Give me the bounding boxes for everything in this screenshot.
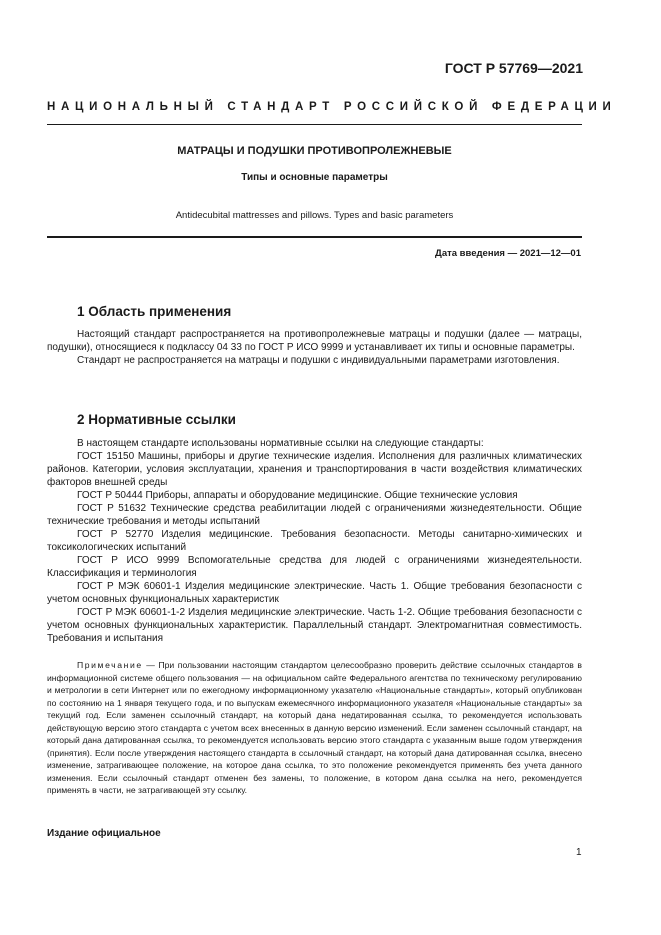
reference-paragraph: В настоящем стандарте использованы нормативные ссылки на следующие стандарты: <box>77 438 484 449</box>
note-label: Примечание <box>77 660 143 670</box>
reference-item: ГОСТ 15150 Машины, приборы и другие технические изделия. Исполнения для различных климатических районов. Категории, условия эксплуатации, хранения и транспортирования в части воздействия климатических факторов внешней среды <box>47 451 582 488</box>
introduction-date: Дата введения — 2021—12—01 <box>435 248 581 259</box>
reference-item: ГОСТ Р МЭК 60601-1 Изделия медицинские электрические. Часть 1. Общие требования безопасности с учетом основных функциональных характеристик <box>47 581 582 605</box>
reference-item: ГОСТ Р ИСО 9999 Вспомогательные средства для людей с ограничениями жизнедеятельности. Классификация и терминология <box>47 555 582 579</box>
gost-number: ГОСТ Р 57769—2021 <box>444 60 583 76</box>
reference-item: ГОСТ Р МЭК 60601-1-2 Изделия медицинские электрические. Часть 1-2. Общие требования безопасности с учетом основных функциональных характеристик. Параллельный стандарт. Электромагнитная совместимость. Требования и испытания <box>47 607 582 644</box>
document-title: МАТРАЦЫ И ПОДУШКИ ПРОТИВОПРОЛЕЖНЕВЫЕ <box>177 145 452 157</box>
section-2-body <box>47 437 582 645</box>
document-subtitle: Типы и основные параметры <box>241 172 388 183</box>
edition-label: Издание официальное <box>47 828 161 839</box>
national-standard-heading: НАЦИОНАЛЬНЫЙ СТАНДАРТ РОССИЙСКОЙ ФЕДЕРАЦИИ <box>47 101 617 113</box>
section-2-heading: 2 Нормативные ссылки <box>77 412 236 427</box>
page-number: 1 <box>576 847 582 858</box>
top-rule <box>47 124 582 125</box>
reference-item: ГОСТ Р 52770 Изделия медицинские. Требования безопасности. Методы санитарно-химических и токсикологических испытаний <box>47 529 582 553</box>
section-1-paragraph: Настоящий стандарт распространяется на противопролежневые матрацы и подушки (далее — матрацы, подушки), относящиеся к подклассу 04 33 по ГОСТ Р ИСО 9999 и устанавливает их типы и основные параметры. <box>47 329 582 353</box>
note-paragraph <box>47 659 582 797</box>
title-rule <box>47 236 582 238</box>
reference-item: ГОСТ Р 50444 Приборы, аппараты и оборудование медицинские. Общие технические условия <box>77 490 518 501</box>
note-text: — При пользовании настоящим стандартом целесообразно проверить действие ссылочных стандартов в информационной системе общего пользования — на официальном сайте Федерального агентства по техническому регулированию и метрологии в сети Интернет или по ежегодному информационному указателю «Национальные стандарты», который опубликован по состоянию на 1 января текущего года, и по выпускам ежемесячного информационного указателя «Национальные стандарты» за текущий год. Если заменен ссылочный стандарт, на который дана недатированная ссылка, то рекомендуется использовать действующую версию этого стандарта с учетом всех внесенных в данную версию изменений. Если заменен ссылочный стандарт, на который дана датированная ссылка, то рекомендуется использовать версию этого стандарта с указанным выше годом утверждения (принятия). Если после утверждения настоящего стандарта в ссылочный стандарт, на который дана датированная ссылка, внесено изменение, затрагивающее положение, на которое дана ссылка, то это положение рекомендуется применять без учета данного изменения. Если ссылочный стандарт отменен без замены, то положение, в котором дана ссылка на него, рекомендуется применять в части, не затрагивающей эту ссылку. <box>47 660 582 795</box>
section-1-heading: 1 Область применения <box>77 304 232 319</box>
document-english-title: Antidecubital mattresses and pillows. Types and basic parameters <box>175 210 454 221</box>
note-block <box>47 659 582 797</box>
section-1-body <box>47 328 582 367</box>
reference-item: ГОСТ Р 51632 Технические средства реабилитации людей с ограничениями жизнедеятельности. Общие технические требования и методы испытаний <box>47 503 582 527</box>
section-1-paragraph: Стандарт не распространяется на матрацы и подушки с индивидуальными параметрами изготовления. <box>77 355 560 366</box>
